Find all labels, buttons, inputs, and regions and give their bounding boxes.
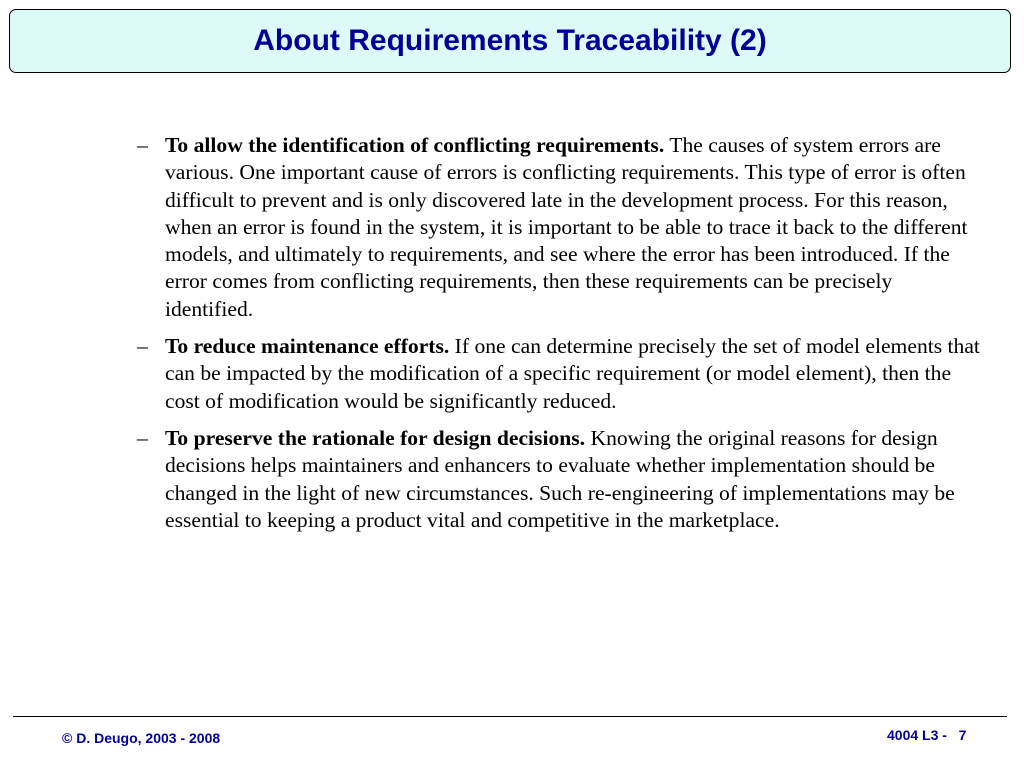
- footer-page-label: [887, 727, 966, 743]
- bullet-heading: To allow the identification of conflicting requirements.: [165, 133, 665, 157]
- bullet-text: Knowing the original reasons for design decisions helps maintainers and enhancers to evaluate whether implementation should be changed in the light of new circumstances. Such re-engineering of implementations may be essential to keeping a product vital and competitive in the marketplace.: [165, 425, 955, 532]
- bullet-list: [136, 132, 982, 544]
- bullet-text: If one can determine precisely the set of model elements that can be impacted by the modification of a specific requirement (or model element), then the cost of modification would be significantly reduced.: [165, 334, 980, 413]
- footer-copyright: © D. Deugo, 2003 - 2008: [62, 730, 221, 746]
- bullet-item-maintenance-efforts: [136, 333, 982, 415]
- footer-course: 4004 L3 -: [887, 727, 947, 743]
- bullet-text: The causes of system errors are various. One important cause of errors is conflicting requirements. This type of error is often difficult to prevent and is only discovered late in the development process. For this reason, when an error is found in the system, it is important to be able to trace it back to the different models, and ultimately to requirements, and see where the error has been introduced. If the error comes from conflicting requirements, then these requirements can be precisely identified.: [165, 133, 968, 321]
- bullet-item-conflicting-requirements: [136, 132, 982, 323]
- bullet-heading: To preserve the rationale for design decisions.: [165, 425, 586, 450]
- bullet-dash: –: [137, 133, 148, 157]
- footer-page-number: 7: [958, 727, 967, 743]
- footer-divider: [13, 716, 1007, 717]
- title-banner: [9, 9, 1011, 73]
- bullet-heading: To reduce maintenance efforts.: [165, 334, 450, 359]
- bullet-dash: –: [137, 334, 148, 359]
- bullet-dash: –: [137, 425, 148, 450]
- slide-title: About Requirements Traceability (2): [253, 24, 767, 57]
- bullet-item-design-rationale: [136, 425, 982, 534]
